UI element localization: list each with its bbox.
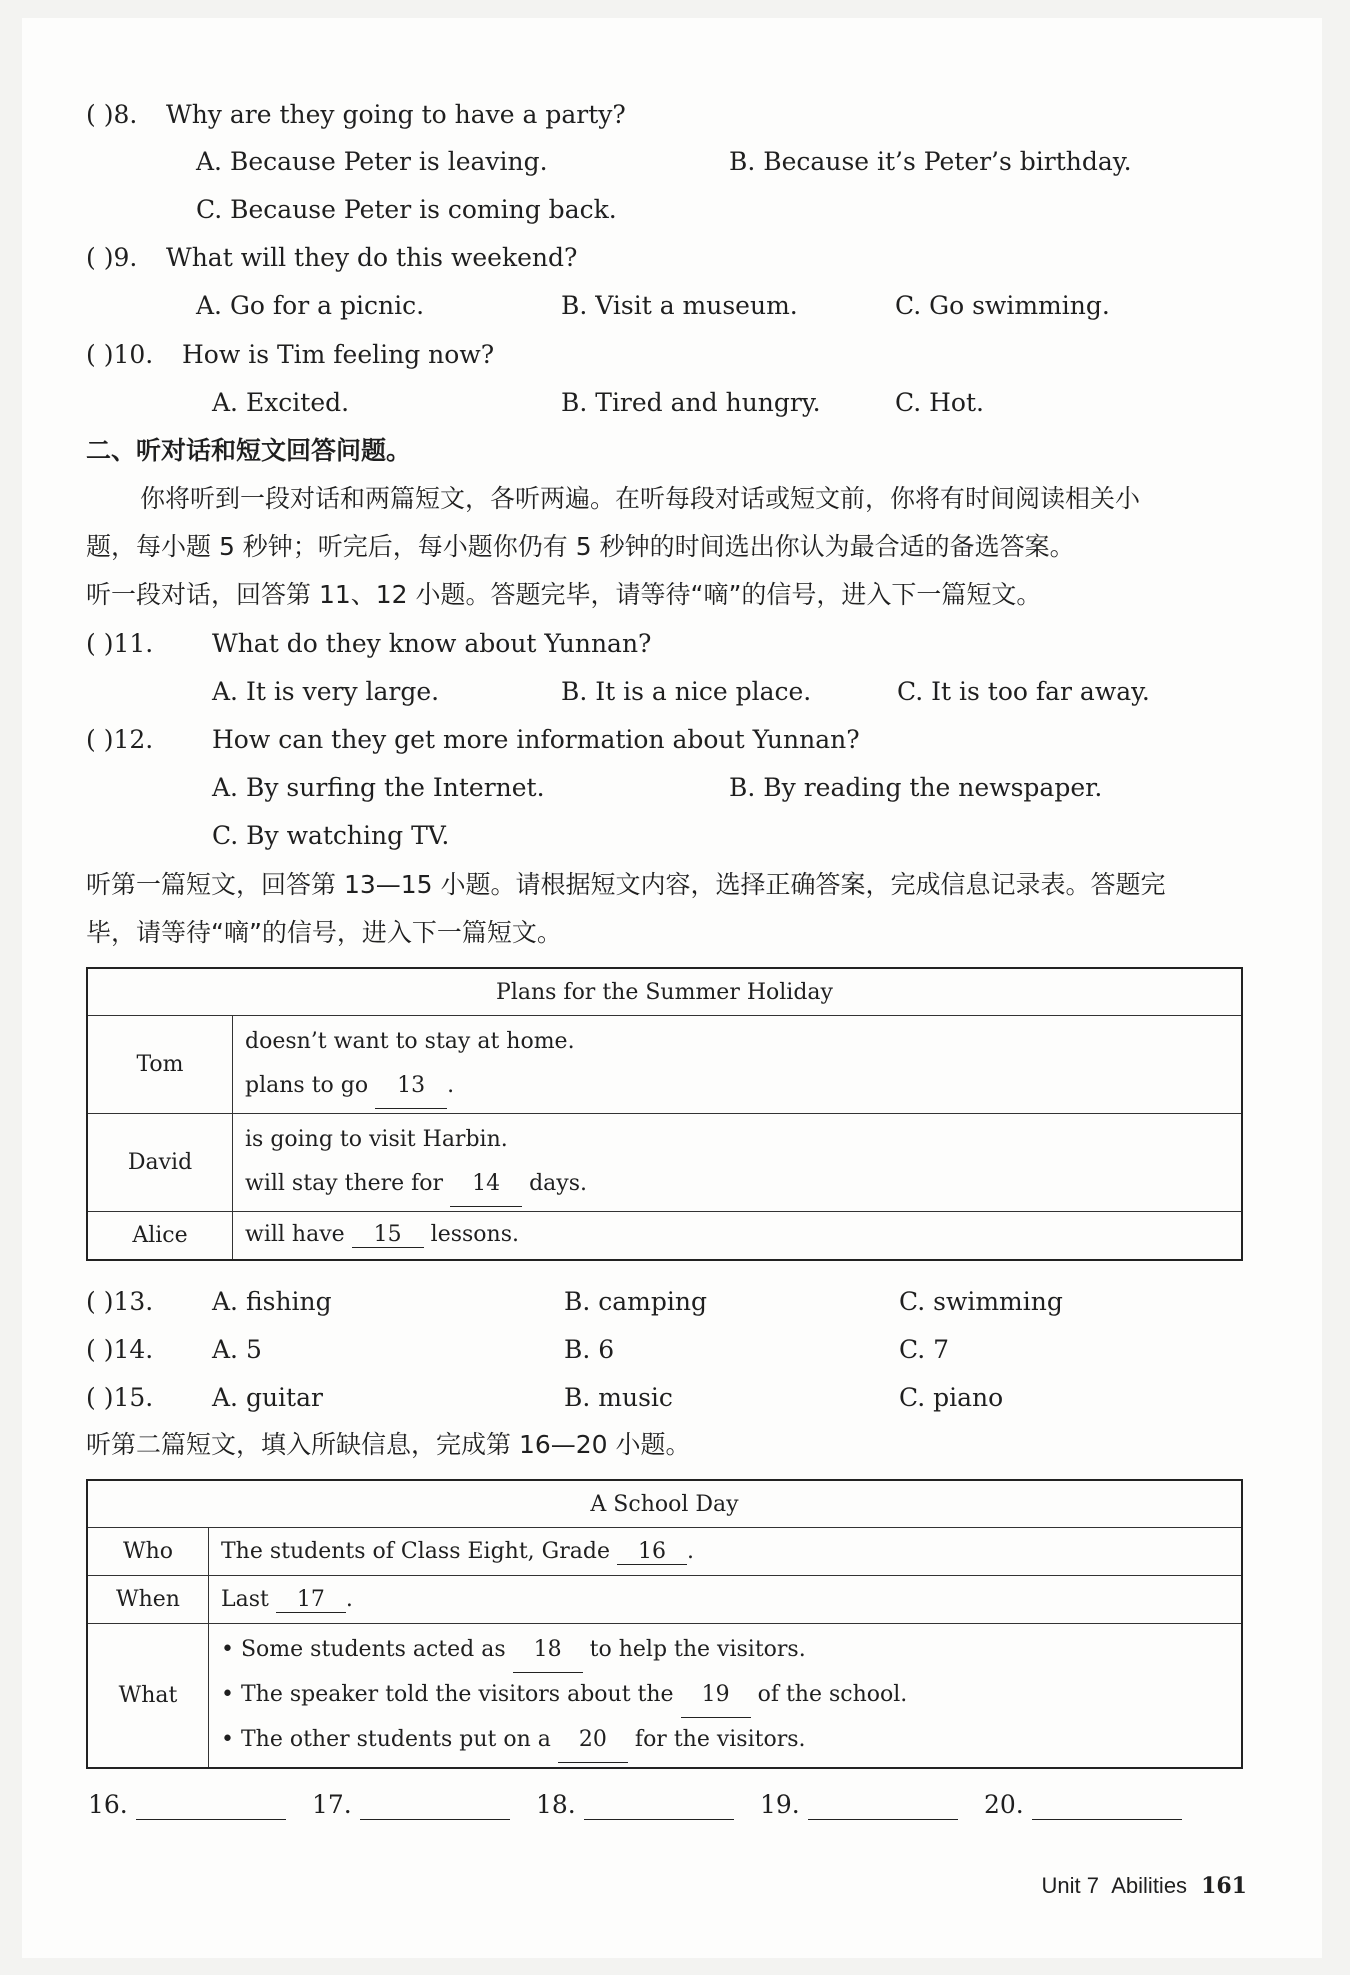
blank-19: 19 [681,1673,751,1718]
q8-option-b: B. Because it’s Peter’s birthday. [729,147,1132,176]
row-detail: The students of Class Eight, Grade 16 . [209,1528,1243,1576]
page-footer: Unit 7 Abilities 161 [1041,1873,1247,1899]
table-title: A School Day [87,1480,1242,1528]
instruction-line: 你将听到一段对话和两篇短文，各听两遍。在听每段对话或短文前，你将有时间阅读相关小 [140,484,1141,513]
table-title: Plans for the Summer Holiday [87,968,1242,1016]
instruction-line: 听第二篇短文，填入所缺信息，完成第 16—20 小题。 [86,1430,691,1459]
q10-option-b: B. Tired and hungry. [561,388,821,417]
q8-option-a: A. Because Peter is leaving. [196,147,548,176]
answer-line[interactable] [808,1790,958,1820]
answer-16: 16. [88,1790,286,1820]
q9-option-b: B. Visit a museum. [561,291,798,320]
section-title: 二、听对话和短文回答问题。 [86,436,412,465]
q8-option-c: C. Because Peter is coming back. [196,195,617,224]
instruction-line: 题，每小题 5 秒钟；听完后，每小题你仍有 5 秒钟的时间选出你认为最合适的备选答案。 [86,532,1075,561]
question-9: ( )9. What will they do this weekend? [86,243,578,272]
q9-option-c: C. Go swimming. [895,291,1110,320]
instruction-line: 听第一篇短文，回答第 13—15 小题。请根据短文内容，选择正确答案，完成信息记录表。答题完 [86,870,1166,899]
row-detail: doesn’t want to stay at home. plans to go 13 . [233,1016,1243,1114]
row-detail: is going to visit Harbin. will stay there for 14 days. [233,1114,1243,1212]
question-15: ( )15. A. guitar [86,1383,323,1412]
page-number: 161 [1201,1873,1247,1899]
instruction-line: 听一段对话，回答第 11、12 小题。答题完毕，请等待“嘀”的信号，进入下一篇短文。 [86,580,1042,609]
answer-line[interactable] [136,1790,286,1820]
blank-14: 14 [450,1162,522,1207]
question-13: ( )13. A. fishing [86,1287,332,1316]
answer-17: 17. [312,1790,510,1820]
blank-15: 15 [352,1222,424,1248]
question-12: ( )12. How can they get more information about Yunnan? [86,725,860,754]
blank-13: 13 [375,1064,447,1109]
row-label: When [87,1576,209,1624]
row-detail: • Some students acted as 18 to help the visitors. • The speaker told the visitors about the 19 of the school. • The other students put on a 20 for the visitors. [209,1624,1243,1768]
answer-line[interactable] [360,1790,510,1820]
question-10: ( )10. How is Tim feeling now? [86,340,495,369]
question-14: ( )14. A. 5 [86,1335,262,1364]
q10-option-c: C. Hot. [895,388,984,417]
q12-option-c: C. By watching TV. [212,821,450,850]
question-8: ( )8. Why are they going to have a party? [86,100,626,129]
blank-18: 18 [513,1628,583,1673]
q14-option-b: B. 6 [564,1335,615,1364]
q9-option-a: A. Go for a picnic. [196,291,425,320]
row-name: David [87,1114,233,1212]
school-day-table [86,1479,1243,1769]
q12-option-b: B. By reading the newspaper. [729,773,1103,802]
row-label: What [87,1624,209,1768]
row-detail: Last 17 . [209,1576,1243,1624]
row-name: Tom [87,1016,233,1114]
answer-20: 20. [984,1790,1182,1820]
q14-option-c: C. 7 [899,1335,950,1364]
row-label: Who [87,1528,209,1576]
blank-17: 17 [276,1587,346,1613]
question-11: ( )11. What do they know about Yunnan? [86,629,652,658]
answer-line[interactable] [1032,1790,1182,1820]
row-detail: will have 15 lessons. [233,1212,1243,1260]
q10-option-a: A. Excited. [212,388,350,417]
row-name: Alice [87,1212,233,1260]
blank-16: 16 [617,1539,687,1565]
q13-option-c: C. swimming [899,1287,1063,1316]
q12-option-a: A. By surfing the Internet. [212,773,545,802]
summer-plans-table [86,967,1243,1261]
q11-option-b: B. It is a nice place. [561,677,812,706]
answer-18: 18. [536,1790,734,1820]
q11-option-a: A. It is very large. [212,677,440,706]
q11-option-c: C. It is too far away. [897,677,1150,706]
blank-20: 20 [558,1718,628,1763]
q15-option-b: B. music [564,1383,673,1412]
q15-option-c: C. piano [899,1383,1004,1412]
answer-19: 19. [760,1790,958,1820]
answer-line[interactable] [584,1790,734,1820]
q13-option-b: B. camping [564,1287,707,1316]
instruction-line: 毕，请等待“嘀”的信号，进入下一篇短文。 [86,918,562,947]
